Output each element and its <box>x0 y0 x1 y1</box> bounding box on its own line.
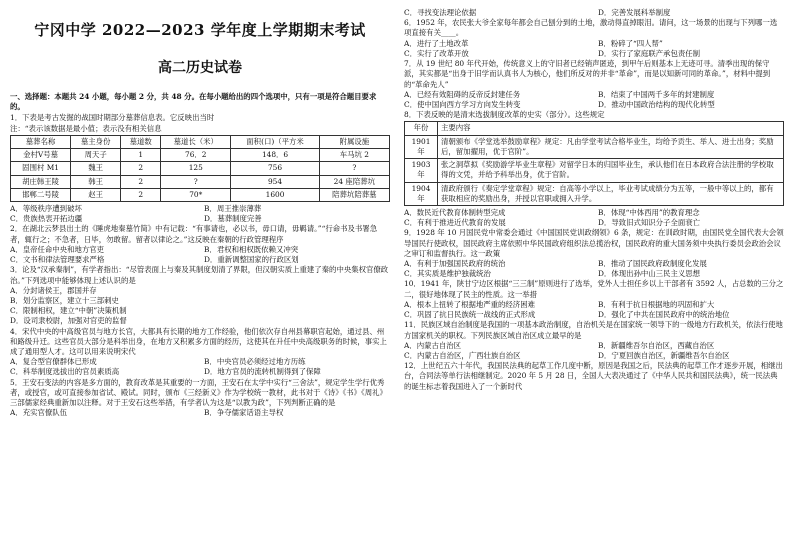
table-cell: 车马坑 2 <box>319 149 389 162</box>
option: B．有利于抗日根据地的巩固和扩大 <box>598 299 715 309</box>
q1-header: 墓主身份 <box>71 135 121 148</box>
q7-stem: 7．从 19 世纪 80 年代开始，传统意义上的守旧者已经销声匿迹，到甲午后则基本上无迹可寻。清季出现的保守派，其实都是“出身于旧学而认真书人为核心，他们所反对的并非“革命”，而是以知新可同的革命。”，材料中提到的“革命先人” <box>404 59 771 89</box>
table-cell: 张之洞草拟《奖励游学毕业生章程》对留学日本的归国毕业生，承认他们在日本政府合法注册的学校取得的文凭，并给予科举出身，优于官阶。 <box>438 159 784 182</box>
q9-options <box>404 259 784 279</box>
question-10 <box>404 279 784 320</box>
q1-header: 墓道长（米） <box>161 135 231 148</box>
option: A．充实官僚队伍 <box>10 408 68 418</box>
table-cell: 125 <box>161 162 231 175</box>
left-column <box>10 8 390 552</box>
table-row <box>405 135 784 158</box>
option: A．内蒙古自治区 <box>404 340 462 350</box>
q8-header: 主要内容 <box>438 122 784 135</box>
q8-options <box>404 208 784 228</box>
table-cell: 2 <box>121 162 161 175</box>
option: A．皇帝任命中央和地方官吏 <box>10 244 105 254</box>
table-cell: 2 <box>121 188 161 201</box>
q1-table <box>10 135 390 202</box>
table-cell: 1901 年 <box>405 135 438 158</box>
table-cell: ? <box>319 162 389 175</box>
q8-stem: 8．下表反映的是清末选拔制度改革的史实（部分）。这些规定 <box>404 110 605 120</box>
question-2 <box>10 224 390 265</box>
option: C．科举制度选拔出的官员素质高 <box>10 367 120 377</box>
q1-header: 墓葬名称 <box>11 135 71 148</box>
option: B．粉碎了“四人帮” <box>598 38 663 48</box>
question-8 <box>404 110 784 228</box>
table-row <box>11 188 390 201</box>
q1-stem: 1．下表是考古发掘的战国时期部分墓葬信息表。它反映出当时 <box>10 113 215 123</box>
table-cell: 魏王 <box>71 162 121 175</box>
q11-options <box>404 341 784 361</box>
question-3 <box>10 265 390 326</box>
q1-header: 墓道数 <box>121 135 161 148</box>
q1-header: 面积(口)（平方米 <box>231 135 319 148</box>
option: D．宁夏回族自治区，新疆维吾尔自治区 <box>598 351 730 360</box>
right-column <box>404 8 784 552</box>
option: D．导致旧式知识分子全面衰亡 <box>598 218 701 228</box>
question-12 <box>404 361 784 392</box>
table-cell: 2 <box>121 175 161 188</box>
option: A．进行了土地改革 <box>404 38 469 48</box>
table-row <box>11 149 390 162</box>
option: C．贵族热衷开拓边疆 <box>10 214 83 224</box>
table-cell: 韩王 <box>71 175 121 188</box>
section-heading: 一、选择题：本题共 24 小题，每小题 2 分，共 48 分。在每小题给出的四个选项中，只有一项是符合题目要求的。 <box>10 92 377 112</box>
table-cell: 24 座陪葬坑 <box>319 175 389 188</box>
q10-stem: 10．1941 年，陕甘宁边区根据“三三制”原则进行了选举，党外人士担任乡以上干部者有 3592 人，占总数的三分之二，很好地体现了民主的性质。这一举措 <box>404 279 784 299</box>
option: C．文书和律法管理要求严格 <box>10 255 105 265</box>
table-cell: 周天子 <box>71 149 121 162</box>
option: B．新疆维吾尔自治区，西藏自治区 <box>598 340 715 350</box>
option: B．体现“中体西用”的教育理念 <box>598 207 700 217</box>
question-6 <box>404 18 784 59</box>
q9-stem: 9．1928 年 10 月国民党中常委会通过《中国国民党训政纲领》6 条，规定：在训政时期，由国民党全国代表大会领导国民行使政权，国民政府主席依照中华民国政府组织法总揽治权，国民政府的重大国务须中央执行委员会政治会议之审订和监督执行。这一政策 <box>404 228 784 258</box>
table-cell: 148．6 <box>231 149 319 162</box>
table-row <box>405 182 784 205</box>
option: A．复合型官僚群体已形成 <box>10 357 97 367</box>
option: D．推动中国政治结构的现代化转型 <box>598 99 715 109</box>
option: D．重新调整国家的行政区划 <box>204 255 299 265</box>
q7-options <box>404 90 784 110</box>
table-row <box>11 175 390 188</box>
option: D．墓葬制度完善 <box>204 214 262 224</box>
table-cell: 清朝颁布《学堂选举鼓励章程》规定：凡由学堂考试合格毕业生，均给予贡生、举人、进士出身；奖励后，留加擢用，优于官阶”。 <box>438 135 784 158</box>
q12-stem: 12．上世纪五六十年代，我国民法典的起草工作几度中断，原因是我国之后，民法典的起草工作才逐步开展，相继出台，合同法等单行法相继制定。2020 年 5 月 28 日，全国人大表决通过了《中华人民共和国民法典》，统一民法典的诞生标志着我国进入了一个新时代 <box>404 361 783 391</box>
question-5 <box>10 378 390 419</box>
table-cell: 1 <box>121 149 161 162</box>
option: D．实行了家庭联产承包责任制 <box>598 48 701 58</box>
option: D．强化了中共在国民政府中的统治地位 <box>598 310 730 320</box>
option: B．君权和相权既依赖又冲突 <box>204 244 299 254</box>
table-cell: 954 <box>231 175 319 188</box>
q2-options <box>10 245 390 265</box>
q4-stem: 4．宋代中央的中高级官员与地方长官，大都具有长期的地方工作经验，他们依次存自州县幕职官起始，通过县、州和路级升迁。这些官员大部分是科举出身，在地方又积累多方面的经历，这使其在升任中央高级职务的时候，事实上成了通用型人才。这可以用来说明宋代 <box>10 326 387 357</box>
table-cell: 1903 年 <box>405 159 438 182</box>
table-cell: 金村Ⅴ号墓 <box>11 149 71 162</box>
q6-options <box>404 39 784 59</box>
option: A．已经有效阻碍的反帝反封建任务 <box>404 89 521 99</box>
table-cell: 1600 <box>231 188 319 201</box>
table-row <box>405 159 784 182</box>
question-1 <box>10 113 390 224</box>
option: C．实行了改革开放 <box>404 48 469 58</box>
question-4 <box>10 327 390 378</box>
option: C．内蒙古自治区，广西壮族自治区 <box>404 351 521 360</box>
exam-subtitle: 高二历史试卷 <box>158 59 242 76</box>
q8-header: 年份 <box>405 122 438 135</box>
table-cell: 陪葬坑陪葬墓 <box>319 188 389 201</box>
option: C．其实质是维护独裁统治 <box>404 269 491 279</box>
table-cell: 邯郸二号陵 <box>11 188 71 201</box>
q1-header: 附属设施 <box>319 135 389 148</box>
q1-table-header <box>11 135 390 148</box>
option: B．划分监察区，建立十三部刺史 <box>10 295 119 305</box>
q1-note: 注：“表示该数据是最小值；表示没有相关信息 <box>10 123 162 133</box>
q5-options <box>10 408 390 418</box>
table-cell: ? <box>161 175 231 188</box>
q1-options <box>10 204 390 224</box>
option: A．等级秩序遭到破坏 <box>10 203 82 213</box>
option: C．限制相权，建立“中朝”决策机制 <box>10 306 127 316</box>
option: A．分封诸侯王，郡国并存 <box>10 285 97 295</box>
q3-options <box>10 286 390 327</box>
option: B．争夺儒家话语主导权 <box>204 408 284 418</box>
option: A．数民近代教育体制转型完成 <box>404 207 506 217</box>
table-cell: 76．2 <box>161 149 231 162</box>
exam-title: 宁冈中学 2022—2023 学年度上学期期末考试 <box>34 21 366 39</box>
table-cell: 70* <box>161 188 231 201</box>
table-cell: 756 <box>231 162 319 175</box>
question-9 <box>404 228 784 279</box>
option: C．寻找变法理论依据 <box>404 8 477 17</box>
q5-stem: 5．王安石变法的内容是多方面的，教育改革是其重要的一方面，王安石在太学中实行“三舍法”，规定学生学行优秀者，或授官，或可直接参加省试、殿试。同时，颁布《三经新义》作为学校统一教材，此书对于《诗》《书》《周礼》三部儒家经典重新加以注释。对于王安石这些举措，有学者认为这是“以教为政”，下列判断正确的是 <box>10 377 387 408</box>
option: C．使中国向西方学习方向发生转变 <box>404 99 521 109</box>
option: A．有利于加强国民政府的统治 <box>404 259 506 269</box>
option: A．根本上扭转了根据地严重的经济困难 <box>404 299 535 309</box>
option: D．体现出孙中山三民主义思想 <box>598 269 701 279</box>
q3-stem: 3．论及“汉承秦制”，有学者指出：“尽管表面上与秦及其制度划清了界限，但汉朝实质上重建了秦的中央集权官僚政治。”下列选项中能够体现上述认识的是 <box>10 265 389 285</box>
option: D．完善发展科举制度 <box>598 8 671 17</box>
option: B．结束了中国两千多年的封建制度 <box>598 89 715 99</box>
q8-table-header <box>405 122 784 135</box>
question-7 <box>404 59 784 110</box>
table-row <box>11 162 390 175</box>
option: B．推动了国民政府政制度化发展 <box>598 259 707 269</box>
q6-stem: 6．1952 年，农民张大爷全家每年都会自己刨分到的土地，激动得直掉眼泪。请问，这一场景的出现与下列哪一选项直接有关____。 <box>404 18 778 38</box>
table-cell: 固围村 M1 <box>11 162 71 175</box>
table-cell: 清政府颁行《奏定学堂章程》规定：自高等小学以上，毕业考试成绩分为五等，一般中等以上的，都有获取相应的奖励出身，并授以官职或拥入升学。 <box>438 182 784 205</box>
table-cell: 胡庄韩王陵 <box>11 175 71 188</box>
q2-stem: 2．在湖北云梦县出土的《睡虎地秦墓竹简》中有记载：“有事请也，必以书，毋口请，毋羁请。”“行命书及书署急者，辄行之；不急者，日毕，勿敢留。留者以律论之。”这反映在秦朝的行政管理程序 <box>10 224 378 244</box>
table-cell: 1904 年 <box>405 182 438 205</box>
option: D．地方官员的流转机制得到了保障 <box>204 367 321 377</box>
q4-options <box>10 357 390 377</box>
option: B．周王推崇薄葬 <box>204 203 262 213</box>
table-cell: 赵王 <box>71 188 121 201</box>
q10-options <box>404 300 784 320</box>
q8-table <box>404 121 784 206</box>
option: B．中央官员必须经过地方历练 <box>204 357 306 367</box>
q5-options-continued <box>404 8 784 18</box>
option: C．巩固了抗日民族统一战线的正式形成 <box>404 310 536 320</box>
question-11 <box>404 320 784 361</box>
q11-stem: 11．民族区域自治制度是我国的一项基本政治制度，自治机关是在国家统一领导下的一级地方行政机关，依法行使地方国家机关的职权。下列民族区域自治区成立最早的是 <box>404 320 783 340</box>
option: D．设司隶校尉，加强对官吏的监督 <box>10 316 127 326</box>
option: C．有利于推进近代教育的发展 <box>404 218 506 228</box>
